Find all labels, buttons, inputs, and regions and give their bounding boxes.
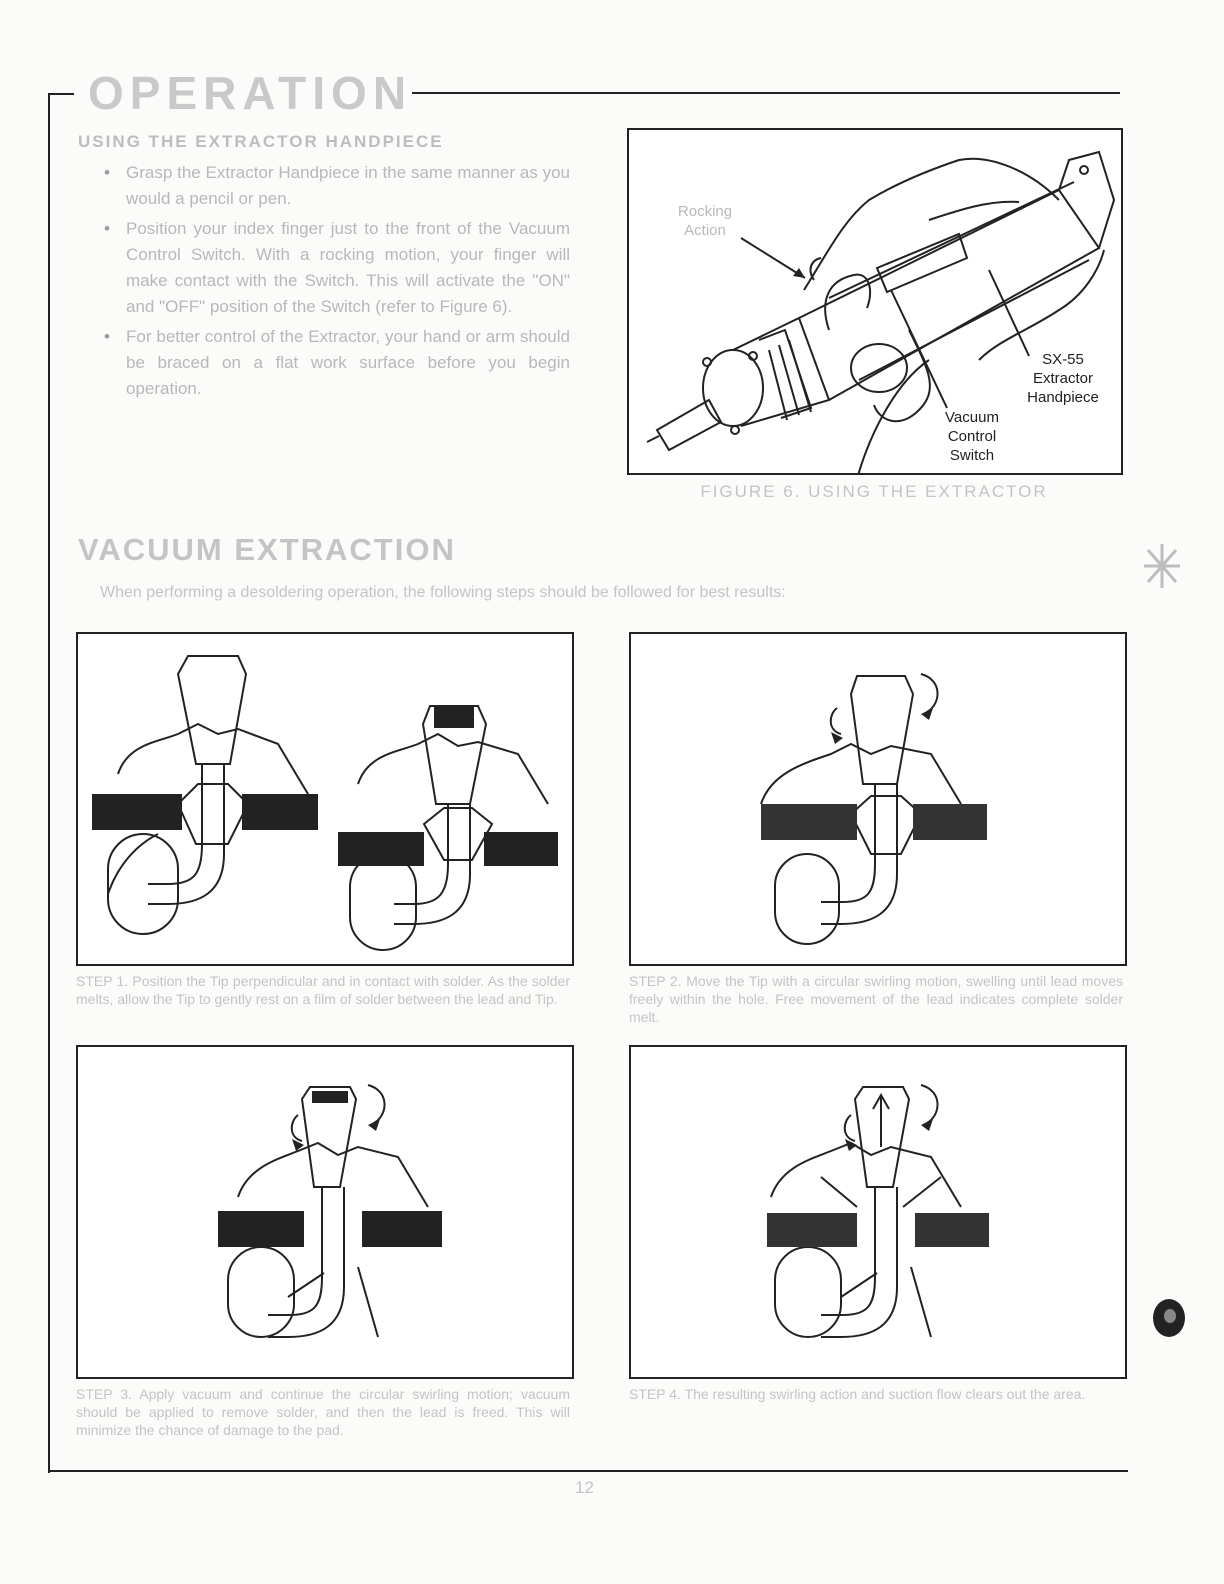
step-2-text: STEP 2. Move the Tip with a circular swirling motion, swelling until lead moves freely within the hole. Free movement of the lead indicates complete solder melt. [629, 973, 1123, 1025]
margin-hole-icon [1150, 1296, 1188, 1340]
usage-bullet-2: • Position your index finger just to the front of the Vacuum Control Switch. With a rocking motion, your finger will make contact with the Switch. This will activate the "ON" and "OFF" position of the Switch (refer to Figure 6). [100, 216, 570, 320]
title-rule-right [412, 92, 1120, 94]
step-4-panel [629, 1045, 1127, 1379]
usage-bullets [100, 160, 570, 406]
usage-bullet-3: • For better control of the Extractor, your hand or arm should be braced on a flat work surface before you begin operation. [100, 324, 570, 402]
page-number: 12 [575, 1478, 594, 1497]
section-title: OPERATION [88, 67, 413, 119]
step-3-illustration [78, 1047, 572, 1377]
vacuum-extraction-title: VACUUM EXTRACTION [78, 532, 456, 567]
vacuum-extraction-intro: When performing a desoldering operation, the following steps should be followed for best results: [100, 584, 786, 601]
step-2-panel [629, 632, 1127, 966]
handpiece-label: SX-55 Extractor Handpiece [1027, 351, 1099, 406]
page-frame-left [48, 93, 50, 1473]
step-2-illustration [631, 634, 1125, 964]
usage-heading: USING THE EXTRACTOR HANDPIECE [78, 132, 444, 151]
step-4-text: STEP 4. The resulting swirling action and suction flow clears out the area. [629, 1386, 1086, 1402]
vacuum-switch-label: Vacuum Control Switch [945, 409, 999, 464]
step-3-panel [76, 1045, 574, 1379]
step-1-illustration [78, 634, 572, 964]
usage-bullet-1: • Grasp the Extractor Handpiece in the same manner as you would a pencil or pen. [100, 160, 570, 212]
page-frame-bottom [48, 1470, 1128, 1472]
extractor-handpiece-illustration [629, 130, 1121, 473]
rocking-action-label: Rocking Action [677, 203, 733, 239]
step-3-text: STEP 3. Apply vacuum and continue the circular swirling motion; vacuum should be applied to remove solder, and then the lead is freed. This will minimize the chance of damage to the pad. [76, 1386, 570, 1438]
step-1-text: STEP 1. Position the Tip perpendicular and in contact with solder. As the solder melts, allow the Tip to gently rest on a film of solder between the lead and Tip. [76, 973, 570, 1007]
step-1-panel [76, 632, 574, 966]
figure-6-caption: FIGURE 6. USING THE EXTRACTOR [700, 482, 1048, 501]
margin-sparkle-icon [1140, 540, 1184, 592]
step-4-illustration [631, 1047, 1125, 1377]
figure-6-box [627, 128, 1123, 475]
title-rule-left [48, 93, 74, 95]
